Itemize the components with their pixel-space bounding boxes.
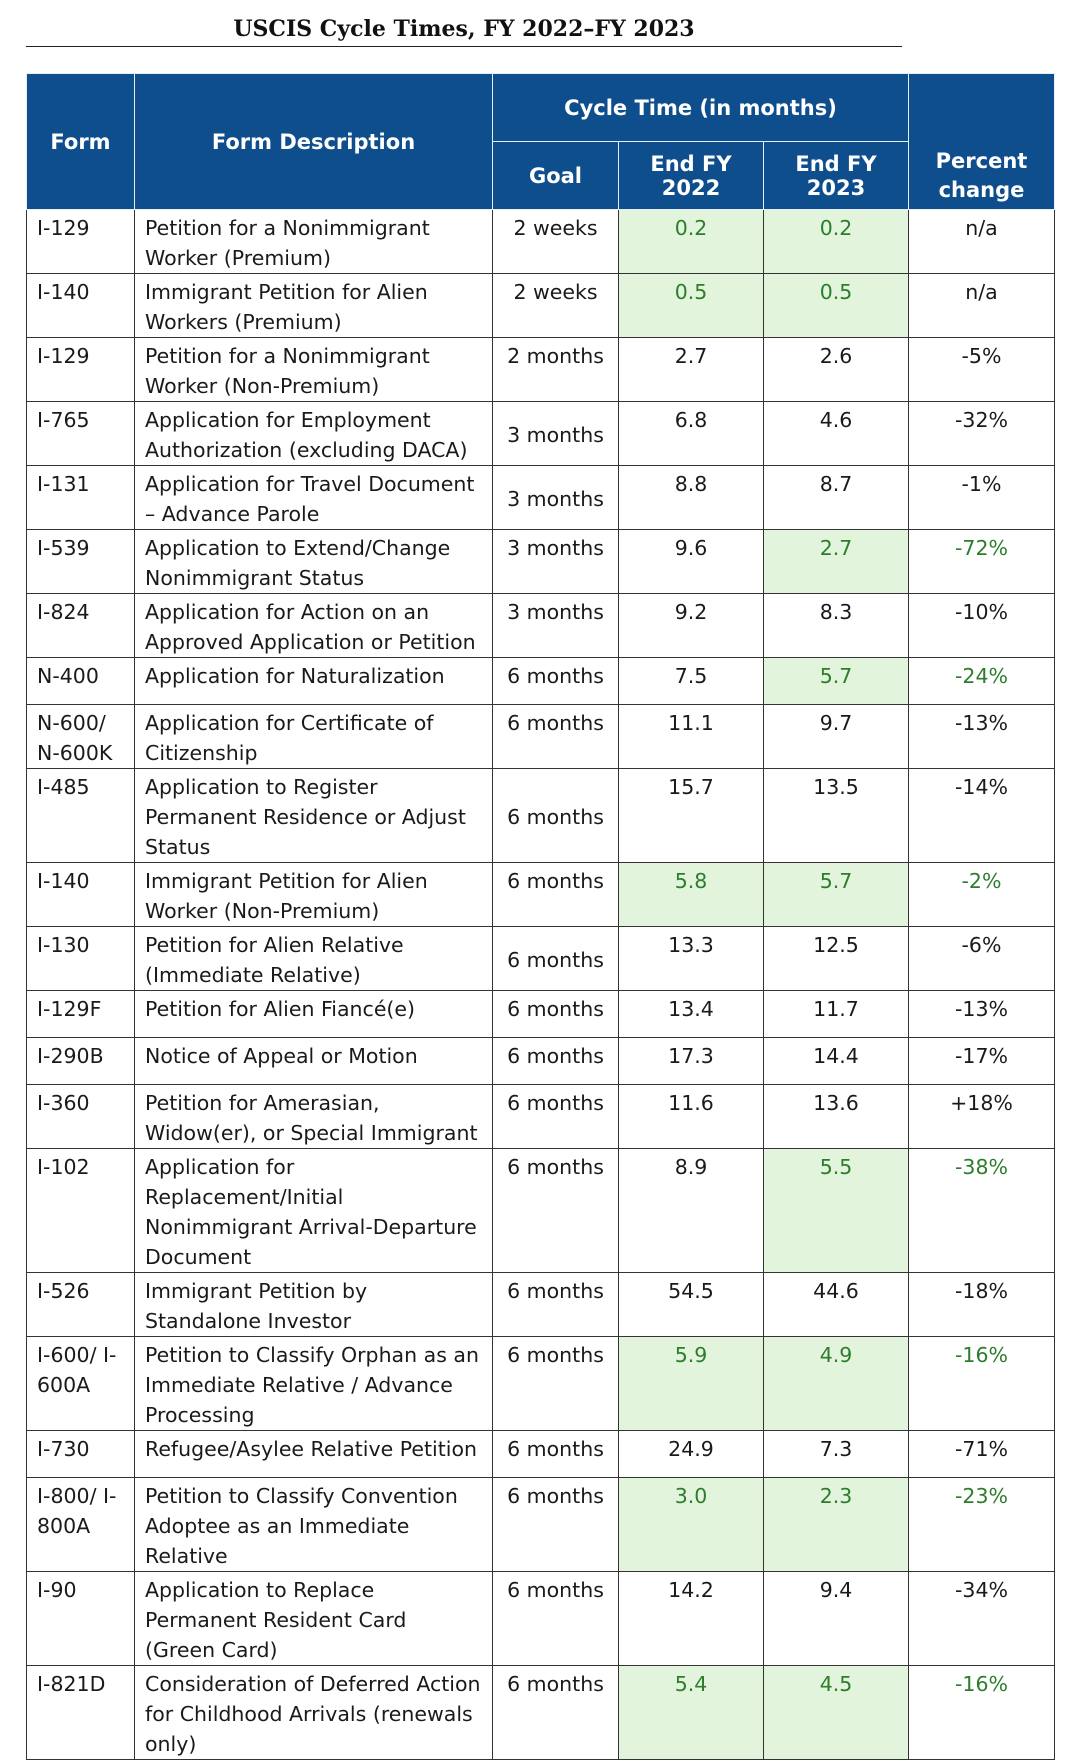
form-cell: I-360: [27, 1085, 135, 1149]
fy2022-cell: 15.7: [619, 769, 764, 863]
fy2022-cell: 11.6: [619, 1085, 764, 1149]
goal-cell: 3 months: [493, 594, 619, 658]
description-cell: Consideration of Deferred Action for Childhood Arrivals (renewals only): [135, 1666, 493, 1760]
percent-change-cell: n/a: [909, 210, 1055, 274]
header-goal: Goal: [493, 142, 619, 210]
percent-change-cell: -5%: [909, 338, 1055, 402]
fy2022-cell: 14.2: [619, 1572, 764, 1666]
fy2023-cell: 11.7: [764, 991, 909, 1038]
form-cell: I-90: [27, 1572, 135, 1666]
description-cell: Immigrant Petition for Alien Workers (Premium): [135, 274, 493, 338]
form-cell: I-140: [27, 274, 135, 338]
table-row: [27, 927, 1055, 991]
table-row: [27, 1038, 1055, 1085]
percent-change-cell: -2%: [909, 863, 1055, 927]
table-row: [27, 1666, 1055, 1760]
fy2023-cell: 5.7: [764, 863, 909, 927]
description-cell: Petition for a Nonimmigrant Worker (Premium): [135, 210, 493, 274]
form-cell: I-485: [27, 769, 135, 863]
table-row: [27, 210, 1055, 274]
header-percent-change: Percent change: [909, 74, 1055, 210]
fy2023-cell: 5.7: [764, 658, 909, 705]
goal-cell: 6 months: [493, 1431, 619, 1478]
goal-cell: 2 months: [493, 338, 619, 402]
fy2023-cell: 9.7: [764, 705, 909, 769]
form-cell: I-140: [27, 863, 135, 927]
percent-change-cell: -14%: [909, 769, 1055, 863]
goal-cell: 6 months: [493, 1666, 619, 1760]
fy2022-cell: 24.9: [619, 1431, 764, 1478]
form-cell: I-526: [27, 1273, 135, 1337]
table-row: [27, 658, 1055, 705]
table-row: [27, 402, 1055, 466]
fy2022-cell: 8.8: [619, 466, 764, 530]
fy2023-cell: 4.9: [764, 1337, 909, 1431]
goal-cell: 6 months: [493, 1038, 619, 1085]
goal-cell: 3 months: [493, 402, 619, 466]
form-cell: I-730: [27, 1431, 135, 1478]
fy2023-cell: 2.6: [764, 338, 909, 402]
percent-change-cell: +18%: [909, 1085, 1055, 1149]
table-row: [27, 1273, 1055, 1337]
description-cell: Petition to Classify Orphan as an Immediate Relative / Advance Processing: [135, 1337, 493, 1431]
percent-change-cell: -32%: [909, 402, 1055, 466]
form-cell: I-539: [27, 530, 135, 594]
fy2023-cell: 44.6: [764, 1273, 909, 1337]
percent-change-cell: -71%: [909, 1431, 1055, 1478]
fy2022-cell: 8.9: [619, 1149, 764, 1273]
fy2022-cell: 0.5: [619, 274, 764, 338]
fy2023-cell: 12.5: [764, 927, 909, 991]
fy2022-cell: 17.3: [619, 1038, 764, 1085]
description-cell: Application for Travel Document – Advance Parole: [135, 466, 493, 530]
form-cell: I-821D: [27, 1666, 135, 1760]
description-cell: Petition for a Nonimmigrant Worker (Non-Premium): [135, 338, 493, 402]
page-title: USCIS Cycle Times, FY 2022–FY 2023: [26, 14, 902, 44]
form-cell: I-290B: [27, 1038, 135, 1085]
table-body: [27, 210, 1055, 1760]
percent-change-cell: -24%: [909, 658, 1055, 705]
table-row: [27, 594, 1055, 658]
goal-cell: 6 months: [493, 1149, 619, 1273]
percent-change-cell: -6%: [909, 927, 1055, 991]
description-cell: Application to Replace Permanent Resident Card (Green Card): [135, 1572, 493, 1666]
goal-cell: 6 months: [493, 1572, 619, 1666]
fy2023-cell: 4.5: [764, 1666, 909, 1760]
table-row: [27, 1337, 1055, 1431]
goal-cell: 6 months: [493, 863, 619, 927]
description-cell: Petition for Alien Relative (Immediate Relative): [135, 927, 493, 991]
table-row: [27, 1149, 1055, 1273]
goal-cell: 6 months: [493, 1273, 619, 1337]
fy2022-cell: 3.0: [619, 1478, 764, 1572]
fy2022-cell: 5.4: [619, 1666, 764, 1760]
table-row: [27, 863, 1055, 927]
percent-change-cell: -72%: [909, 530, 1055, 594]
description-cell: Immigrant Petition by Standalone Investor: [135, 1273, 493, 1337]
header-description: Form Description: [135, 74, 493, 210]
table-row: [27, 530, 1055, 594]
fy2023-cell: 13.6: [764, 1085, 909, 1149]
description-cell: Application to Register Permanent Residence or Adjust Status: [135, 769, 493, 863]
description-cell: Application for Employment Authorization (excluding DACA): [135, 402, 493, 466]
table-row: [27, 769, 1055, 863]
percent-change-cell: -16%: [909, 1666, 1055, 1760]
goal-cell: 3 months: [493, 530, 619, 594]
percent-change-cell: -34%: [909, 1572, 1055, 1666]
fy2023-cell: 2.7: [764, 530, 909, 594]
fy2022-cell: 13.4: [619, 991, 764, 1038]
percent-change-cell: n/a: [909, 274, 1055, 338]
goal-cell: 6 months: [493, 1085, 619, 1149]
table-row: [27, 1572, 1055, 1666]
fy2023-cell: 0.5: [764, 274, 909, 338]
description-cell: Application for Action on an Approved Application or Petition: [135, 594, 493, 658]
fy2022-cell: 13.3: [619, 927, 764, 991]
fy2022-cell: 0.2: [619, 210, 764, 274]
percent-change-cell: -13%: [909, 705, 1055, 769]
goal-cell: 6 months: [493, 705, 619, 769]
table-row: [27, 1431, 1055, 1478]
fy2022-cell: 6.8: [619, 402, 764, 466]
percent-change-cell: -23%: [909, 1478, 1055, 1572]
percent-change-cell: -10%: [909, 594, 1055, 658]
fy2023-cell: 14.4: [764, 1038, 909, 1085]
form-cell: I-129: [27, 210, 135, 274]
description-cell: Application for Naturalization: [135, 658, 493, 705]
form-cell: I-102: [27, 1149, 135, 1273]
description-cell: Petition for Amerasian, Widow(er), or Special Immigrant: [135, 1085, 493, 1149]
description-cell: Immigrant Petition for Alien Worker (Non-Premium): [135, 863, 493, 927]
fy2022-cell: 2.7: [619, 338, 764, 402]
fy2022-cell: 9.2: [619, 594, 764, 658]
goal-cell: 6 months: [493, 991, 619, 1038]
cycle-times-table: [26, 73, 1055, 1760]
description-cell: Petition to Classify Convention Adoptee as an Immediate Relative: [135, 1478, 493, 1572]
description-cell: Petition for Alien Fiancé(e): [135, 991, 493, 1038]
description-cell: Application for Replacement/Initial Nonimmigrant Arrival-Departure Document: [135, 1149, 493, 1273]
fy2023-cell: 4.6: [764, 402, 909, 466]
table-row: [27, 1085, 1055, 1149]
table-row: [27, 1478, 1055, 1572]
fy2023-cell: 13.5: [764, 769, 909, 863]
percent-change-cell: -18%: [909, 1273, 1055, 1337]
header-fy2023: End FY 2023: [764, 142, 909, 210]
percent-change-cell: -38%: [909, 1149, 1055, 1273]
percent-change-cell: -16%: [909, 1337, 1055, 1431]
fy2022-cell: 5.9: [619, 1337, 764, 1431]
fy2022-cell: 54.5: [619, 1273, 764, 1337]
goal-cell: 3 months: [493, 466, 619, 530]
goal-cell: 2 weeks: [493, 274, 619, 338]
table-row: [27, 338, 1055, 402]
fy2023-cell: 5.5: [764, 1149, 909, 1273]
header-fy2022: End FY 2022: [619, 142, 764, 210]
form-cell: I-130: [27, 927, 135, 991]
percent-change-cell: -1%: [909, 466, 1055, 530]
fy2022-cell: 9.6: [619, 530, 764, 594]
description-cell: Notice of Appeal or Motion: [135, 1038, 493, 1085]
form-cell: I-129: [27, 338, 135, 402]
fy2023-cell: 0.2: [764, 210, 909, 274]
goal-cell: 6 months: [493, 658, 619, 705]
table-row: [27, 991, 1055, 1038]
fy2022-cell: 7.5: [619, 658, 764, 705]
form-cell: I-600/ I-600A: [27, 1337, 135, 1431]
table-row: [27, 274, 1055, 338]
table-row: [27, 466, 1055, 530]
fy2023-cell: 8.3: [764, 594, 909, 658]
goal-cell: 6 months: [493, 769, 619, 863]
percent-change-cell: -13%: [909, 991, 1055, 1038]
form-cell: N-600/ N-600K: [27, 705, 135, 769]
goal-cell: 6 months: [493, 927, 619, 991]
goal-cell: 6 months: [493, 1337, 619, 1431]
fy2023-cell: 2.3: [764, 1478, 909, 1572]
form-cell: I-824: [27, 594, 135, 658]
description-cell: Refugee/Asylee Relative Petition: [135, 1431, 493, 1478]
fy2023-cell: 9.4: [764, 1572, 909, 1666]
form-cell: I-800/ I-800A: [27, 1478, 135, 1572]
form-cell: N-400: [27, 658, 135, 705]
form-cell: I-129F: [27, 991, 135, 1038]
fy2023-cell: 7.3: [764, 1431, 909, 1478]
description-cell: Application to Extend/Change Nonimmigrant Status: [135, 530, 493, 594]
form-cell: I-131: [27, 466, 135, 530]
header-cycle-time: Cycle Time (in months): [493, 74, 909, 142]
header-form: Form: [27, 74, 135, 210]
fy2023-cell: 8.7: [764, 466, 909, 530]
description-cell: Application for Certificate of Citizenship: [135, 705, 493, 769]
form-cell: I-765: [27, 402, 135, 466]
goal-cell: 6 months: [493, 1478, 619, 1572]
fy2022-cell: 5.8: [619, 863, 764, 927]
goal-cell: 2 weeks: [493, 210, 619, 274]
percent-change-cell: -17%: [909, 1038, 1055, 1085]
fy2022-cell: 11.1: [619, 705, 764, 769]
table-row: [27, 705, 1055, 769]
